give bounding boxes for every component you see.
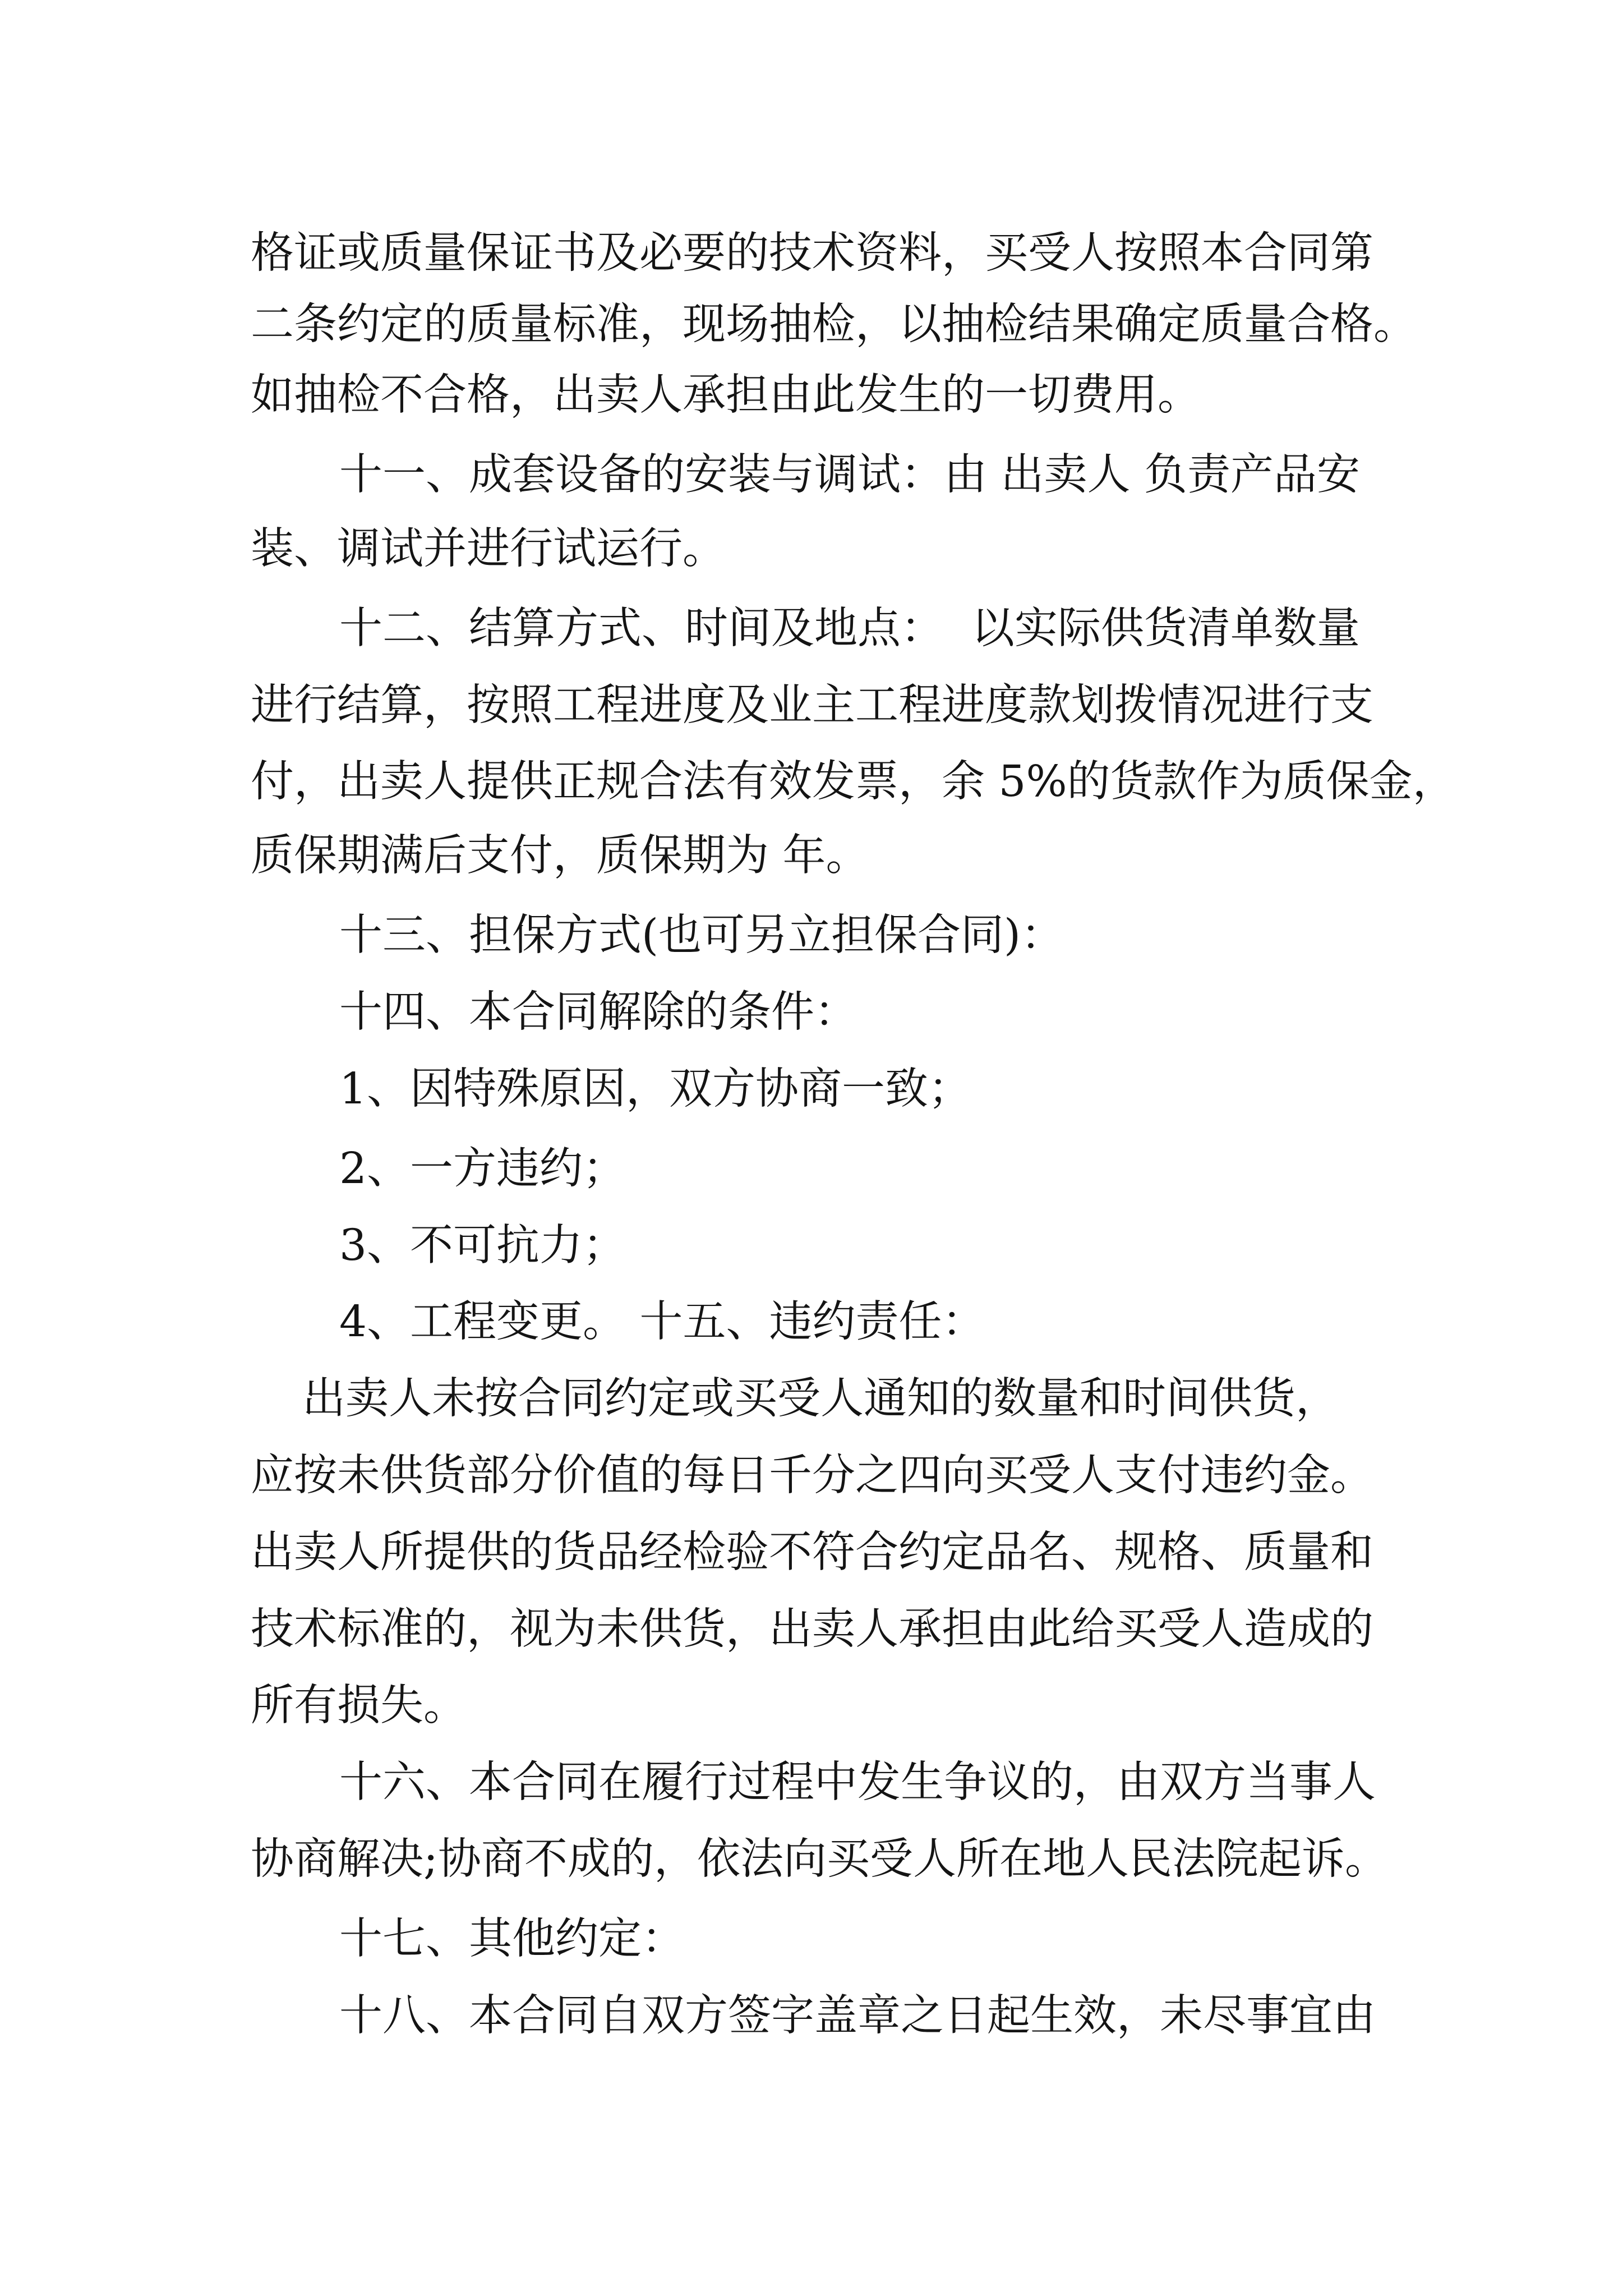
text-line: 二条约定的质量标准，现场抽检，以抽检结果确定质量合格。 bbox=[251, 300, 1417, 349]
text-line: 协商解决;协商不成的，依法向买受人所在地人民法院起诉。 bbox=[251, 1834, 1388, 1884]
text-line: 付，出卖人提供正规合法有效发票，余 5%的货款作为质保金， bbox=[251, 757, 1456, 807]
text-line: 装、调试并进行试运行。 bbox=[251, 524, 726, 574]
clause-heading-line: 十六、本合同在履行过程中发生争议的，由双方当事人 bbox=[339, 1757, 1376, 1807]
clause-heading-line: 十二、结算方式、时间及地点： 以实际供货清单数量 bbox=[339, 604, 1360, 654]
text-line: 出卖人未按合同约定或买受人通知的数量和时间供货， bbox=[302, 1374, 1339, 1424]
clause-heading-line: 十七、其他约定： bbox=[339, 1914, 685, 1964]
list-item-line: 3、不可抗力； bbox=[339, 1221, 626, 1271]
clause-heading-line: 十三、担保方式(也可另立担保合同)： bbox=[339, 910, 1064, 960]
text-line: 应按未供货部分价值的每日千分之四向买受人支付违约金。 bbox=[251, 1451, 1373, 1501]
text-line: 技术标准的，视为未供货，出卖人承担由此给买受人造成的 bbox=[251, 1604, 1373, 1654]
text-line: 如抽检不合格，出卖人承担由此发生的一切费用。 bbox=[251, 370, 1201, 420]
text-line: 进行结算，按照工程进度及业主工程进度款划拨情况进行支 bbox=[251, 680, 1373, 730]
text-line: 出卖人所提供的货品经检验不符合约定品名、规格、质量和 bbox=[251, 1527, 1373, 1577]
clause-heading-line: 十一、成套设备的安装与调试：由 出卖人 负责产品安 bbox=[339, 450, 1360, 500]
text-line: 所有损失。 bbox=[251, 1681, 467, 1731]
list-item-line: 4、工程变更。 十五、违约责任： bbox=[339, 1297, 985, 1347]
text-line: 格证或质量保证书及必要的技术资料，买受人按照本合同第 bbox=[251, 228, 1373, 278]
text-line: 质保期满后支付，质保期为 年。 bbox=[251, 831, 869, 881]
list-item-line: 1、因特殊原因，双方协商一致； bbox=[339, 1064, 971, 1114]
list-item-line: 2、一方违约； bbox=[339, 1144, 626, 1194]
clause-heading-line: 十四、本合同解除的条件： bbox=[339, 987, 857, 1037]
clause-heading-line: 十八、本合同自双方签字盖章之日起生效，未尽事宜由 bbox=[339, 1991, 1376, 2041]
